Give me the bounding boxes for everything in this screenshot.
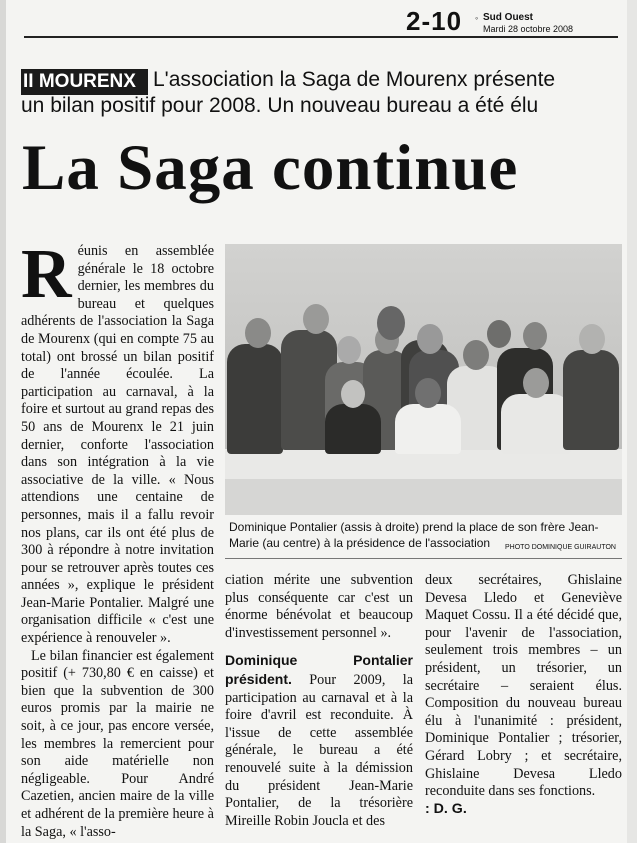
person-head bbox=[463, 340, 489, 370]
person-figure bbox=[563, 350, 619, 450]
article-paragraph: Le bilan financier est également positif (+ 730,80 € en caisse) et bien que la subvention de 300 euros promis par la mairie ne soit, à ce jour, pas encore versée, les membres la remercient pour son aide matérielle non négligeable. Pour André Cazetien, ancien maire de la ville et adhérent de la première heure à la Saga, « l'asso- bbox=[21, 647, 214, 840]
article-paragraph bbox=[225, 652, 413, 830]
kicker-line-1: L'association la Saga de Mourenx présente bbox=[153, 68, 556, 91]
drop-cap: R bbox=[21, 236, 72, 313]
paper-name: Sud Ouest bbox=[483, 12, 534, 23]
article-paragraph: deux secrétaires, Ghislaine Devesa Lledo et Geneviève Maquet Cossu. Il a été décidé que, pour l'avenir de l'association, seulement trois membres – un président, un trésorier, un secrétaire – seraient élus. Composition du nouveau bureau élu à l'unanimité : président, Dominique Pontalier ; trésorier, Gérard Lobry ; et secrétaire, Ghislaine Devesa Lledo reconduite dans ses fonctions. bbox=[425, 572, 622, 800]
scan-edge bbox=[0, 0, 6, 843]
author-signature: : D. G. bbox=[425, 800, 467, 817]
photo-caption bbox=[225, 517, 622, 555]
person-figure bbox=[395, 404, 461, 454]
person-figure bbox=[325, 404, 381, 454]
person-figure bbox=[501, 394, 571, 454]
person-head bbox=[415, 378, 441, 408]
scan-edge-right bbox=[627, 0, 637, 843]
caption-rule bbox=[225, 558, 622, 559]
page-number: 2-10 bbox=[406, 6, 463, 36]
person-head bbox=[377, 306, 405, 340]
person-head bbox=[487, 320, 511, 348]
person-head bbox=[337, 336, 361, 364]
page-date: Mardi 28 octobre 2008 bbox=[483, 24, 574, 34]
photo-floor bbox=[225, 479, 622, 515]
caption-text: Dominique Pontalier (assis à droite) prend la place de son frère Jean-Marie (au centre) à la présidence de l'association bbox=[229, 520, 599, 550]
subheading: Dominique Pontalier président. bbox=[225, 652, 413, 687]
top-rule bbox=[24, 36, 618, 38]
person-head bbox=[417, 324, 443, 354]
article-column-3 bbox=[425, 572, 622, 818]
person-head bbox=[341, 380, 365, 408]
headline: La Saga continue bbox=[22, 132, 519, 204]
photo-credit: PHOTO DOMINIQUE GUIRAUTON bbox=[505, 544, 616, 551]
group-photo bbox=[225, 244, 622, 515]
article-paragraph: éunis en assemblée générale le 18 octobre dernier, les membres du bureau et quelques adhérents de l'association la Saga de Mourenx (qui en compte 75 au total) ont brossé un bilan positif de l'année écoulée. La participation au carnaval, à la foire et surtout au grand repas des 50 ans de Mourenx le 21 juin dernier, conforte l'association dans son intégration à la vie associative de la ville. « Nous attendions une centaine de personnes, mais il a fallu revoir nos plans, car ils ont été plus de 300 à répondre à notre invitation pour se retrouver après toutes ces années », explique le président Jean-Marie Pontalier. Malgré une organisation difficile « c'est une expérience à renouveler ». bbox=[21, 243, 214, 647]
paper-logo-icon: ◦ bbox=[475, 13, 479, 23]
person-figure bbox=[227, 344, 283, 454]
person-head bbox=[579, 324, 605, 354]
section-label: II MOURENX bbox=[21, 69, 148, 95]
article-column-1 bbox=[21, 236, 214, 840]
person-head bbox=[523, 322, 547, 350]
kicker-line-2: un bilan positif pour 2008. Un nouveau bureau a été élu bbox=[21, 94, 539, 117]
article-text: Pour 2009, la participation au carnaval et à la foire d'avril est reconduite. À l'issue de cette assemblée générale, le bureau a été renouvelé suite à la démission du président Jean-Marie Pontalier, de la trésorière Mireille Robin Joucla et des bbox=[225, 671, 413, 829]
article-column-2 bbox=[225, 572, 413, 830]
article-paragraph: ciation mérite une subvention plus conséquente car c'est un énorme bénévolat et beaucoup d'investissement personnel ». bbox=[225, 572, 413, 641]
person-head bbox=[303, 304, 329, 334]
person-head bbox=[523, 368, 549, 398]
person-head bbox=[245, 318, 271, 348]
